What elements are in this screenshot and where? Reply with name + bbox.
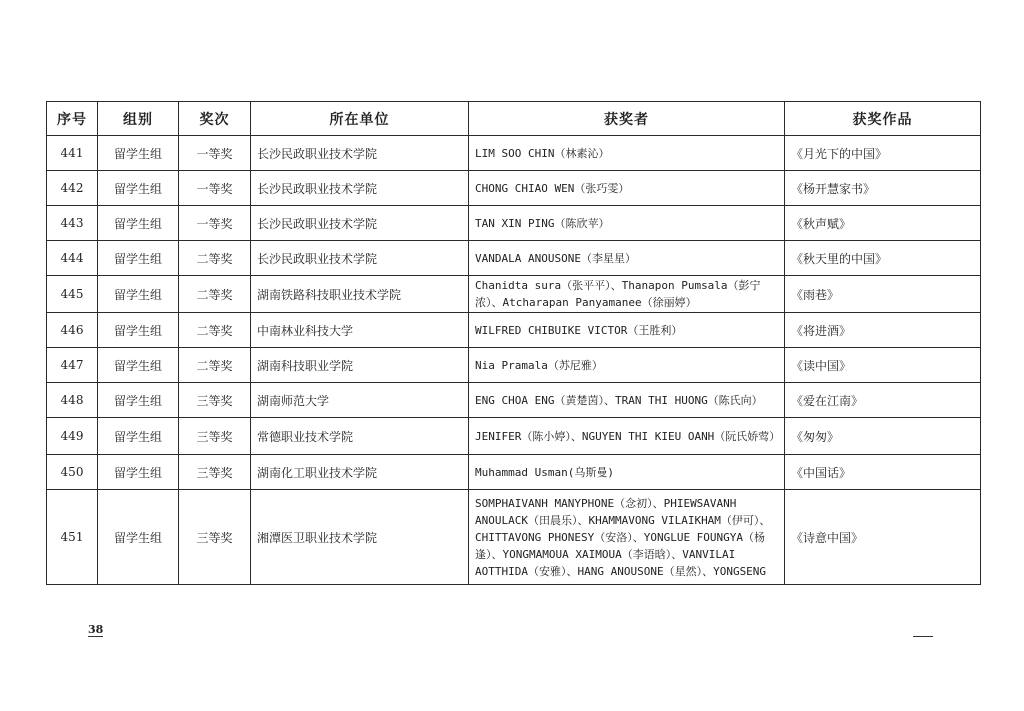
cell-num: 449 xyxy=(47,418,98,455)
cell-winner: Nia Pramala（苏尼雅） xyxy=(469,348,785,383)
cell-group: 留学生组 xyxy=(98,383,179,418)
cell-group: 留学生组 xyxy=(98,171,179,206)
cell-winner: SOMPHAIVANH MANYPHONE（念初）、PHIEWSAVANH ANOULACK（田晨乐）、KHAMMAVONG VILAIKHAM（伊可）、CHITTAVONG PHONESY（安洛）、YONGLUE FOUNGYA（杨逢）、YONGMAMOUA XAIMOUA（李语晗）、VANVILAI AOTTHIDA（安雅）、HANG ANOUSONE（星然）、YONGSENG xyxy=(469,490,785,585)
cell-level: 三等奖 xyxy=(179,490,251,585)
cell-winner: ENG CHOA ENG（黄楚茵）、TRAN THI HUONG（陈氏向） xyxy=(469,383,785,418)
cell-level: 二等奖 xyxy=(179,276,251,313)
cell-num: 447 xyxy=(47,348,98,383)
cell-level: 一等奖 xyxy=(179,136,251,171)
cell-group: 留学生组 xyxy=(98,348,179,383)
cell-unit: 常德职业技术学院 xyxy=(251,418,469,455)
cell-unit: 长沙民政职业技术学院 xyxy=(251,206,469,241)
cell-work: 《秋声赋》 xyxy=(785,206,981,241)
cell-group: 留学生组 xyxy=(98,490,179,585)
cell-winner: WILFRED CHIBUIKE VICTOR（王胜利） xyxy=(469,313,785,348)
cell-group: 留学生组 xyxy=(98,276,179,313)
cell-work: 《月光下的中国》 xyxy=(785,136,981,171)
table-row xyxy=(47,241,981,276)
footer-divider xyxy=(913,636,933,637)
table-row xyxy=(47,383,981,418)
cell-group: 留学生组 xyxy=(98,241,179,276)
cell-level: 一等奖 xyxy=(179,206,251,241)
header-level: 奖次 xyxy=(179,102,251,136)
cell-num: 441 xyxy=(47,136,98,171)
table-row xyxy=(47,348,981,383)
page-number: 38 xyxy=(88,623,104,636)
table-row xyxy=(47,490,981,585)
cell-winner: LIM SOO CHIN（林素沁） xyxy=(469,136,785,171)
cell-num: 450 xyxy=(47,455,98,490)
cell-group: 留学生组 xyxy=(98,418,179,455)
cell-num: 442 xyxy=(47,171,98,206)
awards-table xyxy=(46,101,981,585)
cell-winner: VANDALA ANOUSONE（李星星） xyxy=(469,241,785,276)
header-winner: 获奖者 xyxy=(469,102,785,136)
cell-work: 《匆匆》 xyxy=(785,418,981,455)
cell-group: 留学生组 xyxy=(98,455,179,490)
cell-num: 444 xyxy=(47,241,98,276)
cell-winner: CHONG CHIAO WEN（张巧雯） xyxy=(469,171,785,206)
table-row xyxy=(47,136,981,171)
table-row xyxy=(47,171,981,206)
cell-unit: 长沙民政职业技术学院 xyxy=(251,136,469,171)
cell-work: 《雨巷》 xyxy=(785,276,981,313)
header-unit: 所在单位 xyxy=(251,102,469,136)
cell-work: 《爱在江南》 xyxy=(785,383,981,418)
cell-unit: 长沙民政职业技术学院 xyxy=(251,171,469,206)
cell-level: 三等奖 xyxy=(179,455,251,490)
cell-unit: 湖南科技职业学院 xyxy=(251,348,469,383)
cell-winner: Muhammad Usman(乌斯曼) xyxy=(469,455,785,490)
cell-unit: 长沙民政职业技术学院 xyxy=(251,241,469,276)
cell-unit: 湖南铁路科技职业技术学院 xyxy=(251,276,469,313)
cell-group: 留学生组 xyxy=(98,313,179,348)
table-row xyxy=(47,276,981,313)
cell-work: 《诗意中国》 xyxy=(785,490,981,585)
cell-level: 二等奖 xyxy=(179,348,251,383)
cell-num: 448 xyxy=(47,383,98,418)
cell-unit: 湖南化工职业技术学院 xyxy=(251,455,469,490)
table-row xyxy=(47,418,981,455)
cell-unit: 湖南师范大学 xyxy=(251,383,469,418)
table-row xyxy=(47,313,981,348)
cell-work: 《将进酒》 xyxy=(785,313,981,348)
cell-level: 三等奖 xyxy=(179,418,251,455)
cell-num: 443 xyxy=(47,206,98,241)
cell-winner: JENIFER（陈小婷）、NGUYEN THI KIEU OANH（阮氏娇莺） xyxy=(469,418,785,455)
cell-level: 二等奖 xyxy=(179,241,251,276)
cell-num: 451 xyxy=(47,490,98,585)
header-work: 获奖作品 xyxy=(785,102,981,136)
cell-winner: TAN XIN PING（陈欣苹） xyxy=(469,206,785,241)
cell-unit: 湘潭医卫职业技术学院 xyxy=(251,490,469,585)
cell-num: 445 xyxy=(47,276,98,313)
header-group: 组别 xyxy=(98,102,179,136)
cell-num: 446 xyxy=(47,313,98,348)
cell-work: 《读中国》 xyxy=(785,348,981,383)
table-header-row xyxy=(47,102,981,136)
cell-level: 三等奖 xyxy=(179,383,251,418)
cell-level: 二等奖 xyxy=(179,313,251,348)
table-row xyxy=(47,455,981,490)
header-num: 序号 xyxy=(47,102,98,136)
cell-unit: 中南林业科技大学 xyxy=(251,313,469,348)
cell-work: 《杨开慧家书》 xyxy=(785,171,981,206)
cell-winner: Chanidta sura（张平平）、Thanapon Pumsala（彭宁浓）、Atcharapan Panyamanee（徐丽婷） xyxy=(469,276,785,313)
table-row xyxy=(47,206,981,241)
cell-group: 留学生组 xyxy=(98,206,179,241)
cell-level: 一等奖 xyxy=(179,171,251,206)
cell-work: 《秋天里的中国》 xyxy=(785,241,981,276)
cell-work: 《中国话》 xyxy=(785,455,981,490)
cell-group: 留学生组 xyxy=(98,136,179,171)
